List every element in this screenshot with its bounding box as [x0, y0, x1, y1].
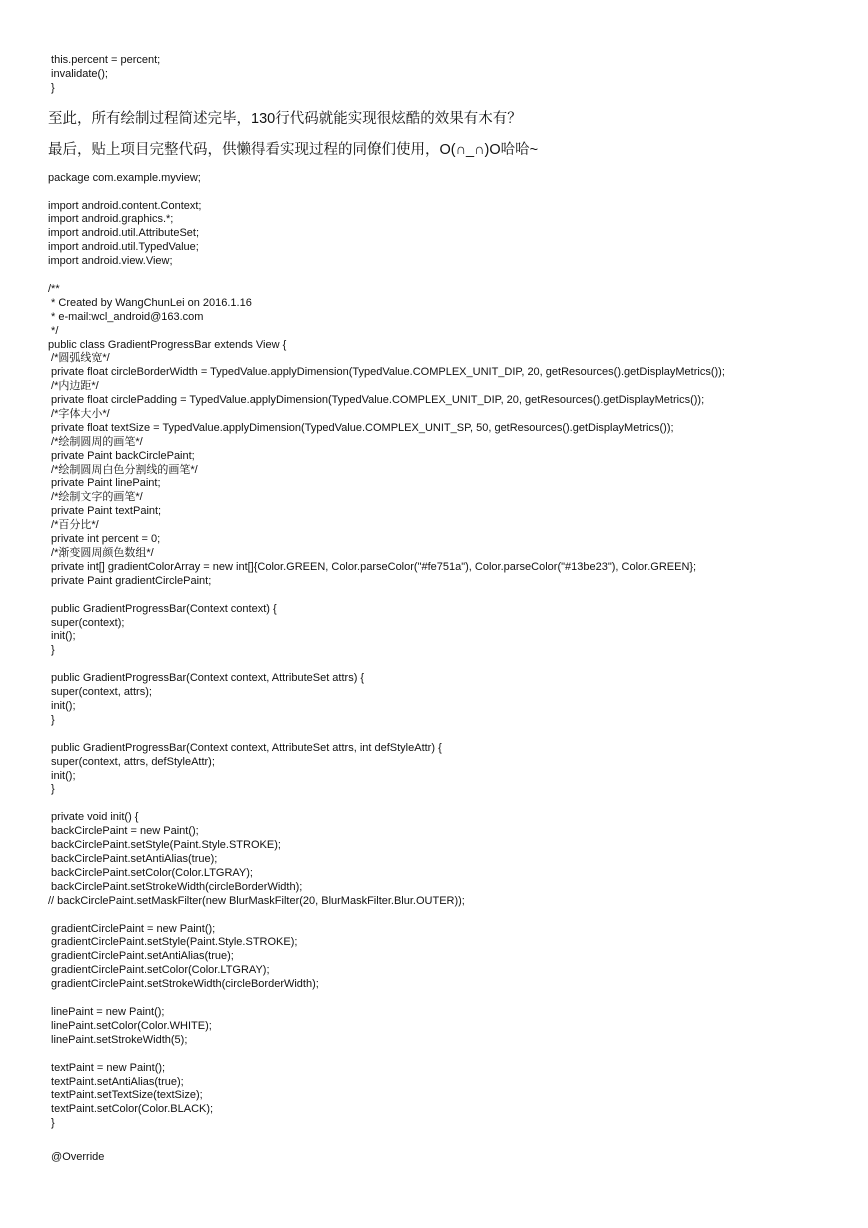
- code-line: gradientCirclePaint.setAntiAlias(true);: [48, 950, 234, 963]
- code-line: }: [48, 783, 55, 796]
- code-line: backCirclePaint.setAntiAlias(true);: [48, 852, 218, 865]
- code-line: private Paint textPaint;: [48, 505, 162, 518]
- code-line: private void init() {: [48, 811, 139, 824]
- code-line: public GradientProgressBar(Context context, AttributeSet attrs, int defStyleAttr) {: [48, 741, 442, 754]
- code-line: /*绘制文字的画笔*/: [48, 491, 143, 504]
- code-line: public GradientProgressBar(Context context, AttributeSet attrs) {: [48, 672, 365, 685]
- code-line: /*渐变圆周颜色数组*/: [48, 546, 154, 559]
- paragraph-full-code-intro: 最后，贴上项目完整代码，供懒得看实现过程的同僚们使用，O(∩_∩)O哈哈~: [48, 141, 539, 158]
- document-page: [48, 54, 848, 1165]
- code-line: gradientCirclePaint.setColor(Color.LTGRAY);: [48, 964, 270, 977]
- code-line: invalidate();: [48, 67, 108, 80]
- code-line: init();: [48, 699, 76, 712]
- code-line: /*百分比*/: [48, 519, 99, 532]
- code-block-top: [48, 54, 848, 96]
- import-block: [48, 200, 848, 269]
- code-line: private float circlePadding = TypedValue.applyDimension(TypedValue.COMPLEX_UNIT_DIP, 20, getResources().getDisplayMetrics());: [48, 394, 705, 407]
- code-line: private float textSize = TypedValue.applyDimension(TypedValue.COMPLEX_UNIT_SP, 50, getResources().getDisplayMetrics());: [48, 421, 674, 434]
- code-line: */: [48, 324, 59, 337]
- code-line: super(context, attrs, defStyleAttr);: [48, 755, 215, 768]
- constructor-context: [48, 603, 848, 659]
- code-line: private Paint backCirclePaint;: [48, 449, 195, 462]
- code-line: backCirclePaint.setColor(Color.LTGRAY);: [48, 866, 253, 879]
- code-line: public class GradientProgressBar extends View {: [48, 338, 287, 351]
- init-gradient-circle-paint: [48, 923, 848, 992]
- code-line: import android.util.AttributeSet;: [48, 227, 200, 240]
- code-line: /*圆弧线宽*/: [48, 352, 110, 365]
- package-declaration: package com.example.myview;: [48, 171, 201, 184]
- init-text-paint: [48, 1062, 848, 1131]
- init-back-circle-paint: [48, 811, 848, 908]
- code-line: /*绘制圆周白色分割线的画笔*/: [48, 463, 198, 476]
- code-line: init();: [48, 769, 76, 782]
- code-line: gradientCirclePaint.setStyle(Paint.Style.STROKE);: [48, 936, 298, 949]
- code-line: }: [48, 1117, 55, 1130]
- code-line: textPaint.setTextSize(textSize);: [48, 1089, 203, 1102]
- code-line: * Created by WangChunLei on 2016.1.16: [48, 296, 252, 309]
- code-line: textPaint.setAntiAlias(true);: [48, 1075, 184, 1088]
- code-line: private Paint linePaint;: [48, 477, 161, 490]
- override-annotation: @Override: [48, 1151, 105, 1164]
- code-line: // backCirclePaint.setMaskFilter(new BlurMaskFilter(20, BlurMaskFilter.Blur.OUTER));: [48, 894, 465, 907]
- code-line: private int percent = 0;: [48, 533, 161, 546]
- code-line: linePaint.setColor(Color.WHITE);: [48, 1019, 212, 1032]
- code-line: super(context, attrs);: [48, 686, 152, 699]
- code-line: backCirclePaint = new Paint();: [48, 825, 199, 838]
- code-line: public GradientProgressBar(Context context) {: [48, 602, 277, 615]
- code-line: import android.view.View;: [48, 255, 173, 268]
- code-line: /**: [48, 283, 60, 296]
- code-line: private Paint gradientCirclePaint;: [48, 574, 212, 587]
- code-line: init();: [48, 630, 76, 643]
- code-line: import android.graphics.*;: [48, 213, 174, 226]
- init-line-paint: [48, 1006, 848, 1048]
- code-line: /*字体大小*/: [48, 408, 110, 421]
- code-line: super(context);: [48, 616, 125, 629]
- header-comment: [48, 283, 848, 339]
- paragraph-summary: 至此，所有绘制过程简述完毕，130行代码就能实现很炫酷的效果有木有？: [48, 110, 522, 127]
- code-line: textPaint.setColor(Color.BLACK);: [48, 1103, 214, 1116]
- code-line: private float circleBorderWidth = TypedValue.applyDimension(TypedValue.COMPLEX_UNIT_DIP, 20, getResources().getDisplayMetrics());: [48, 366, 725, 379]
- code-line: }: [48, 644, 55, 657]
- code-line: backCirclePaint.setStrokeWidth(circleBorderWidth);: [48, 880, 303, 893]
- code-line: gradientCirclePaint = new Paint();: [48, 922, 216, 935]
- class-declaration-block: [48, 339, 848, 589]
- code-line: this.percent = percent;: [48, 54, 161, 66]
- code-line: gradientCirclePaint.setStrokeWidth(circleBorderWidth);: [48, 978, 319, 991]
- code-line: /*绘制圆周的画笔*/: [48, 435, 143, 448]
- code-line: linePaint.setStrokeWidth(5);: [48, 1033, 188, 1046]
- code-line: * e-mail:wcl_android@163.com: [48, 310, 204, 323]
- code-line: /*内边距*/: [48, 380, 99, 393]
- code-line: import android.content.Context;: [48, 199, 202, 212]
- constructor-context-attrs: [48, 672, 848, 728]
- code-line: import android.util.TypedValue;: [48, 241, 199, 254]
- code-line: textPaint = new Paint();: [48, 1061, 166, 1074]
- constructor-context-attrs-style: [48, 742, 848, 798]
- code-line: linePaint = new Paint();: [48, 1005, 165, 1018]
- code-line: backCirclePaint.setStyle(Paint.Style.STROKE);: [48, 839, 281, 852]
- code-line: private int[] gradientColorArray = new int[]{Color.GREEN, Color.parseColor("#fe751a"), Color.parseColor("#13be23"), Color.GREEN};: [48, 560, 697, 573]
- code-line: }: [48, 81, 55, 94]
- code-line: }: [48, 713, 55, 726]
